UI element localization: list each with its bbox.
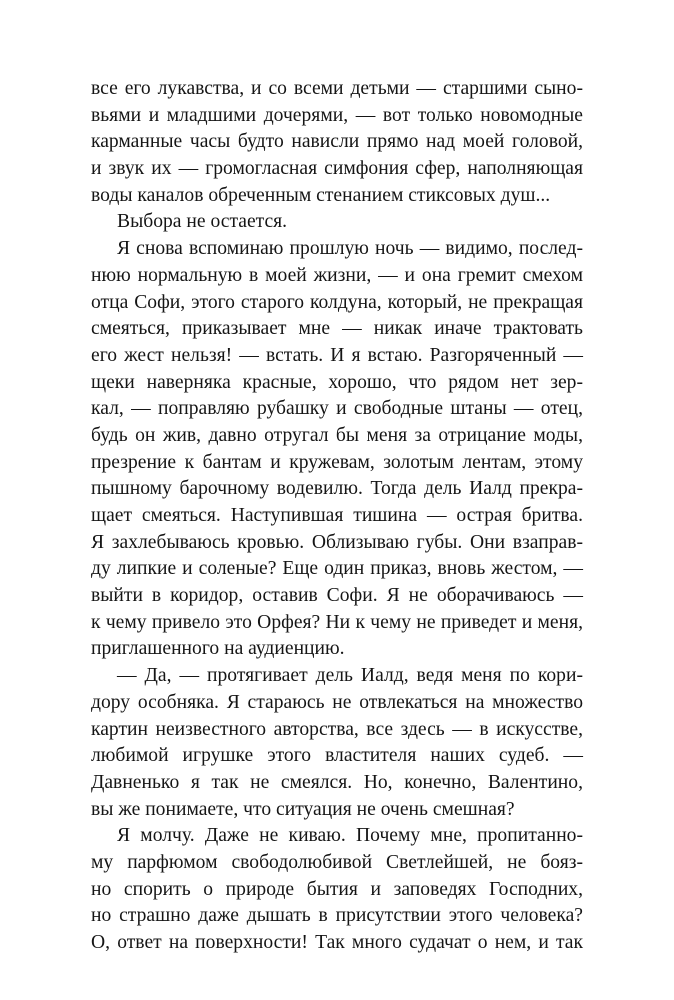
text-line: Давненько я так не смеялся. Но, конечно, Валентино,: [91, 771, 583, 793]
text-line: все его лукавства, и со всеми детьми — старшими сыно-: [91, 78, 583, 99]
text-line: презрение к бантам и кружевам, золотым лентам, этому: [91, 451, 583, 473]
text-line: будь он жив, давно отругал бы меня за отрицание моды,: [91, 424, 583, 446]
text-line: дору особняка. Я стараюсь не отвлекаться на множество: [91, 691, 583, 713]
text-line: любимой игрушке этого властителя наших судеб. —: [91, 745, 583, 767]
text-line: воды каналов обреченным стенанием стиксовых душ...: [91, 184, 551, 206]
text-line: щает смеяться. Наступившая тишина — острая бритва.: [91, 505, 583, 526]
text-line: — Да, — протягивает дель Иалд, ведя меня по кори-: [117, 665, 583, 687]
text-line: кал, — поправляю рубашку и свободные штаны — отец,: [91, 398, 583, 420]
text-line: но страшно даже дышать в присутствии этого человека?: [91, 905, 583, 927]
book-page-text: [91, 76, 583, 957]
text-line: му парфюмом свободолюбивой Светлейшей, не бояз-: [91, 851, 583, 873]
text-line: его жест нельзя! — встать. И я встаю. Разгоряченный —: [91, 344, 583, 366]
text-line: и звук их — громогласная симфония сфер, наполняющая: [91, 158, 583, 180]
text-line: ду липкие и соленые? Еще один приказ, вновь жестом, —: [91, 558, 583, 580]
text-line: выйти в коридор, оставив Софи. Я не оборачиваюсь —: [91, 585, 583, 607]
text-line: приглашенного на аудиенцию.: [91, 638, 345, 660]
text-line: пышному барочному водевилю. Тогда дель Иалд прекра-: [91, 478, 583, 500]
text-line: нюю нормальную в моей жизни, — и она гремит смехом: [91, 264, 583, 286]
text-line: к чему привело это Орфея? Ни к чему не приведет и меня,: [91, 611, 583, 633]
text-line: О, ответ на поверхности! Так много судачат о нем, и так: [91, 932, 583, 953]
text-line: карманные часы будто нависли прямо над моей головой,: [91, 131, 583, 153]
text-line: Я захлебываюсь кровью. Облизываю губы. Они взаправ-: [91, 531, 583, 553]
text-line: Я молчу. Даже не киваю. Почему мне, пропитанно-: [117, 825, 583, 847]
text-line: картин неизвестного авторства, все здесь — в искусстве,: [91, 718, 583, 740]
text-line: вы же понимаете, что ситуация не очень смешная?: [91, 798, 515, 820]
text-line: Выбора не остается.: [117, 211, 288, 233]
text-line: отца Софи, этого старого колдуна, который, не прекращая: [91, 291, 583, 313]
text-line: щеки наверняка красные, хорошо, что рядом нет зер-: [91, 371, 583, 393]
text-line: Я снова вспоминаю прошлую ночь — видимо, послед-: [117, 238, 583, 260]
text-line: но спорить о природе бытия и заповедях Господних,: [91, 878, 583, 900]
text-line: вьями и младшими дочерями, — вот только новомодные: [91, 104, 583, 126]
text-line: смеяться, приказывает мне — никак иначе трактовать: [91, 318, 583, 340]
